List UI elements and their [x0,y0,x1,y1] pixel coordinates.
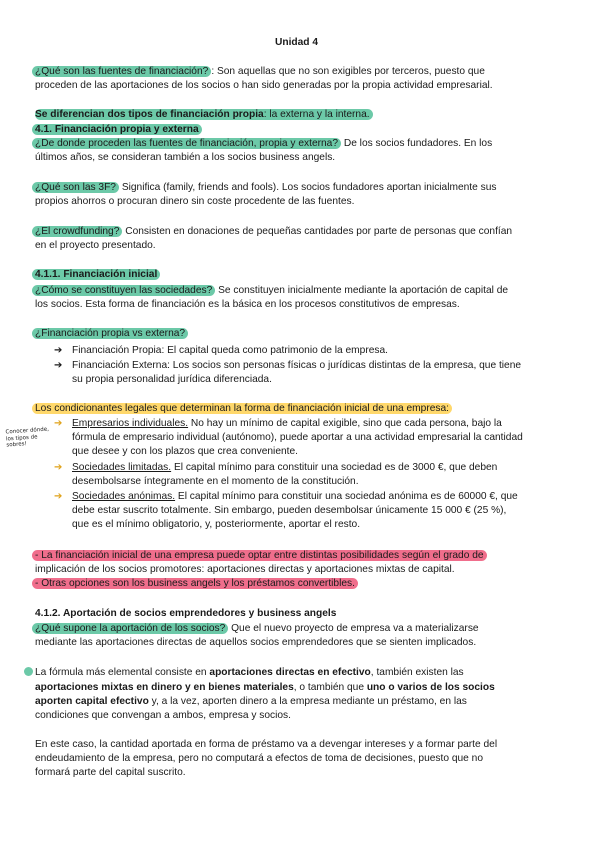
pink-text-2: - Otras opciones son los business angels y los préstamos convertibles. [32,578,358,589]
heading-4-1-1 [35,268,160,282]
s41-answer-1: De los socios fundadores. En los [341,138,493,149]
formula-line-4: condiciones que convengan a ambos, empresa y socios. [35,710,291,721]
bullet-externa-2: su propia personalidad jurídica diferenciada. [72,374,272,385]
anonimas-line-3: que es el mínimo obligatorio, y, posteriormente, aportar el resto. [72,519,361,530]
limitadas-label: Sociedades limitadas. [72,462,172,473]
s41-q2-line [35,181,497,195]
anonimas-line-2: debe estar suscrito totalmente. Sin embargo, pueden desembolsar únicamente 15 000 € (25 %), [72,505,507,516]
fuentes-line-1 [35,65,485,79]
s411-q1-line [35,284,508,298]
caso-line-3: formará parte del capital suscrito. [35,767,186,778]
bullet-externa: Financiación Externa: Los socios son personas físicas o jurídicas distintas de la empresa, que tiene [72,360,522,371]
s41-question-1: ¿De donde proceden las fuentes de financiación, propia y externa? [32,138,341,149]
empresarios-label: Empresarios individuales. [72,418,189,429]
arrow-icon: ➔ [54,418,63,429]
answer-text: : Son aquellas que no son exigibles por terceros, puesto que [211,66,485,77]
anonimas-text: El capital mínimo para constituir una sociedad anónima es de 60000 €, que [175,491,518,502]
arrow-icon: ➔ [54,462,63,473]
empresarios-line-2: fórmula de empresario individual (autónomo), puede aportar a una actividad empresarial la cantidad [72,432,523,443]
s411-a1b: los socios. Esta forma de financiación es la básica en los procesos constitutivos de empresas. [35,299,460,310]
tipos-rest: : la externa y la interna. [263,109,370,120]
pink-line-2 [35,577,358,591]
heading-4-1-2: 4.1.2. Aportación de socios emprendedores y business angels [35,608,337,619]
formula-line-1: La fórmula más elemental consiste en aportaciones directas en efectivo, también existen las [35,667,464,678]
s41-a2b: propios ahorros o procuran dinero sin coste procedente de las fuentes. [35,196,355,207]
tipos-line [35,108,373,122]
s41-question-2: ¿Qué son las 3F? [32,182,119,193]
pink-text-1: - La financiación inicial de una empresa puede optar entre distintas posibilidades según el grado de [32,550,487,561]
formula-bold-2: aportaciones mixtas en dinero y en bienes materiales [35,682,294,693]
pink-line-1b: implicación de los socios promotores: aportaciones directas y aportaciones mixtas de capital. [35,564,455,575]
arrow-icon: ➔ [54,345,63,356]
s41-answer-3: Consisten en donaciones de pequeñas cantidades por parte de personas que confían [122,226,513,237]
bullet-dot-icon [24,667,33,676]
page-title: Unidad 4 [275,37,319,48]
empresarios-line [72,417,502,431]
tipos-bold: Se diferencian dos tipos de financiación propia [35,109,264,120]
heading-4-1 [35,123,202,137]
s411-answer-1: Se constituyen inicialmente mediante la aportación de capital de [215,285,509,296]
s41-answer-2: Significa (family, friends and fools). Los socios fundadores aportan inicialmente sus [118,182,497,193]
handwritten-note: Conocer dónde, los tipos de sobres! [5,426,50,449]
caso-line-2: endeudamiento de la empresa, pero no computará a efectos de toma de decisiones, puesto que no [35,753,483,764]
condicionantes-text: Los condicionantes legales que determinan la forma de financiación inicial de una empresa: [32,403,452,414]
s41-q1-line [35,137,492,151]
formula-bold-1: aportaciones directas en efectivo [209,667,371,678]
s412-a1b: mediante las aportaciones directas de aquellos socios emprendedores que se sienten implicados. [35,637,477,648]
heading-4-1-text: 4.1. Financiación propia y externa [32,124,202,135]
question-fuentes: ¿Qué son las fuentes de financiación? [32,66,211,77]
s41-question-3: ¿El crowdfunding? [32,226,122,237]
fuentes-line-2: proceden de las aportaciones de los socios o han sido generadas por la propia actividad empresarial. [35,80,493,91]
s41-q3-line [35,225,512,239]
formula-line-2: aportaciones mixtas en dinero y en bienes materiales, o también que uno o varios de los socios [35,682,495,693]
limitadas-line [72,461,497,475]
formula-bold-3: uno o varios de los socios [366,682,495,693]
formula-line-3: aporten capital efectivo y, a la vez, aporten dinero a la empresa mediante un préstamo, en las [35,696,467,707]
limitadas-text: El capital mínimo para constituir una sociedad es de 3000 €, que deben [171,462,498,473]
caso-line-1: En este caso, la cantidad aportada en forma de préstamo va a devengar intereses y a formar parte del [35,739,498,750]
s41-a3b: en el proyecto presentado. [35,240,156,251]
heading-4-1-1-text: 4.1.1. Financiación inicial [32,269,160,280]
empresarios-line-3: que desee y con los plazos que crea conveniente. [72,446,298,457]
pink-line-1 [35,549,487,563]
bullet-propia: Financiación Propia: El capital queda como patrimonio de la empresa. [72,345,388,356]
s411-question-2: ¿Financiación propia vs externa? [32,328,188,339]
s411-q2-line [35,327,188,341]
anonimas-line [72,490,518,504]
limitadas-line-2: desembolsarse íntegramente en el momento de la constitución. [72,476,359,487]
condicionantes-line [35,402,452,416]
formula-bold-4: aporten capital efectivo [35,696,149,707]
s412-answer-1: Que el nuevo proyecto de empresa va a materializarse [228,623,479,634]
empresarios-text: No hay un mínimo de capital exigible, sino que cada persona, bajo la [188,418,502,429]
arrow-icon: ➔ [54,491,63,502]
s411-question-1: ¿Cómo se constituyen las sociedades? [32,285,215,296]
s412-q1-line [35,622,479,636]
s412-question-1: ¿Qué supone la aportación de los socios? [32,623,228,634]
s41-a1b: últimos años, se consideran también a los socios business angels. [35,152,336,163]
anonimas-label: Sociedades anónimas. [72,491,176,502]
arrow-icon: ➔ [54,360,63,371]
